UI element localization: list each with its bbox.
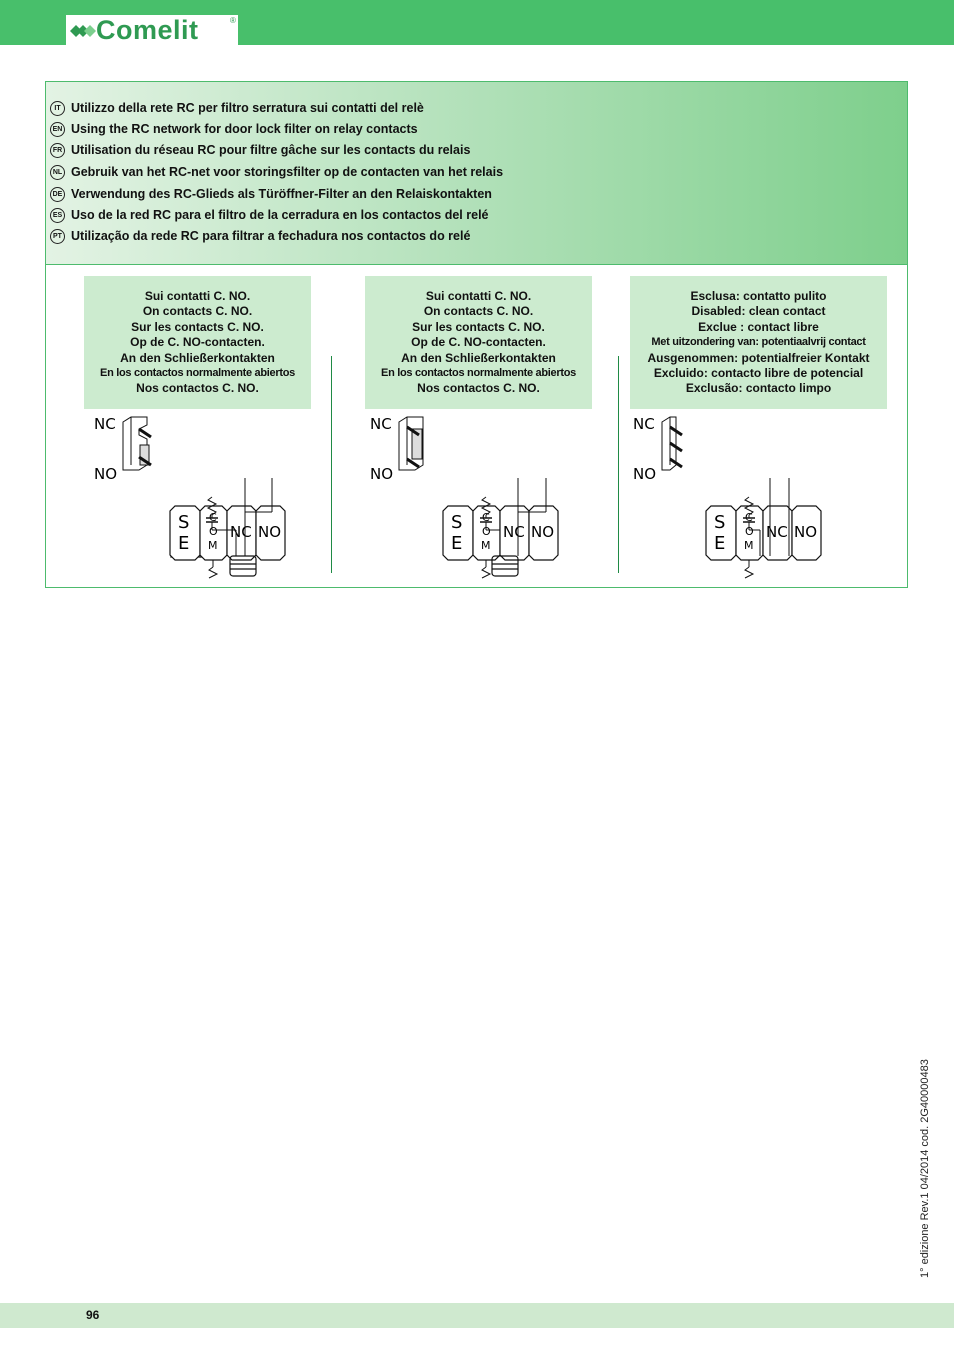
lang-badge-nl: NL [50,165,65,180]
terminal-e-label: E [451,533,463,554]
terminal-c-label: C [482,511,490,524]
footer-bar [0,1303,954,1328]
lang-badge-fr: FR [50,143,65,158]
rc-network-1 [206,478,272,556]
terminal-s-label: S [178,512,190,533]
terminal-o-label: O [745,525,754,538]
nc-label: NC [94,415,116,433]
caption-line: On contacts C. NO. [142,304,253,319]
caption-line: Exclue : contact libre [698,319,819,334]
caption-line: En los contactos normalmente abiertos [381,367,576,380]
terminal-m-label: M [481,539,491,552]
title-text-de: Verwendung des RC-Glieds als Türöffner-Filter an den Relaiskontakten [71,187,492,201]
no-label: NO [370,465,394,483]
caption-line: Op de C. NO-contacten. [411,335,546,350]
lang-badge-en: EN [50,122,65,137]
caption-line: An den Schließerkontakten [120,350,275,365]
terminal-no-label: NO [258,523,282,541]
caption-line: Met uitzondering van: potentiaalvrij contact [651,336,866,349]
edition-code: 1° edizione Rev.1 04/2014 cod. 2G40000483 [919,1059,931,1278]
terminal-m-label: M [744,539,754,552]
title-text-es: Uso de la red RC para el filtro de la cerradura en los contactos del relé [71,208,489,222]
caption-line: Nos contactos C. NO. [136,381,259,396]
terminal-nc-label: NC [766,523,788,541]
lang-badge-es: ES [50,208,65,223]
terminal-c-label: C [209,511,217,524]
rc-network-2 [480,478,546,556]
door-lock-icon [230,556,256,576]
caption-line: Excluido: contacto libre de potencial [653,366,864,381]
registered-mark: ® [230,16,236,25]
caption-line: Sui contatti C. NO. [425,289,532,303]
terminal-o-label: O [209,525,218,538]
no-label: NO [94,465,118,483]
terminal-s-label: S [714,512,726,533]
lang-badge-it: IT [50,101,65,116]
terminal-o-label: O [482,525,491,538]
caption-line: Sur les contacts C. NO. [412,319,545,334]
door-lock-icon [492,556,518,576]
lang-badge-pt: PT [50,229,65,244]
caption-line: Ausgenommen: potentialfreier Kontakt [647,350,870,365]
terminal-no-label: NO [531,523,555,541]
terminal-s-label: S [451,512,463,533]
terminal-e-label: E [714,533,726,554]
caption-line: Sui contatti C. NO. [144,289,251,303]
lang-badge-de: DE [50,187,65,202]
terminal-nc-label: NC [230,523,252,541]
caption-line: Disabled: clean contact [691,304,826,319]
caption-line: Nos contactos C. NO. [417,381,540,396]
caption-line: Sur les contacts C. NO. [131,319,264,334]
caption-line: En los contactos normalmente abiertos [100,367,295,380]
page-number: 96 [86,1308,100,1322]
caption-line: Exclusão: contacto limpo [685,381,832,396]
title-text-pt: Utilização da rede RC para filtrar a fechadura nos contactos do relé [71,229,471,243]
terminal-c-label: C [745,511,753,524]
terminal-nc-label: NC [503,523,525,541]
nc-label: NC [370,415,392,433]
caption-line: An den Schließerkontakten [401,350,556,365]
wiring-lower-layer [0,0,954,600]
terminal-e-label: E [178,533,190,554]
no-label: NO [633,465,657,483]
title-text-it: Utilizzo della rete RC per filtro serratura sui contatti del relè [71,101,424,115]
title-text-nl: Gebruik van het RC-net voor storingsfilter op de contacten van het relais [71,165,504,179]
terminal-m-label: M [208,539,218,552]
terminal-no-label: NO [794,523,818,541]
caption-line: Op de C. NO-contacten. [130,335,265,350]
caption-line: Esclusa: contatto pulito [690,289,827,303]
caption-line: On contacts C. NO. [423,304,534,319]
title-text-fr: Utilisation du réseau RC pour filtre gâche sur les contacts du relais [71,143,471,157]
title-text-en: Using the RC network for door lock filter on relay contacts [71,122,418,136]
brand-name: Comelit [96,15,199,45]
rc-network-3 [743,478,789,556]
nc-label: NC [633,415,655,433]
